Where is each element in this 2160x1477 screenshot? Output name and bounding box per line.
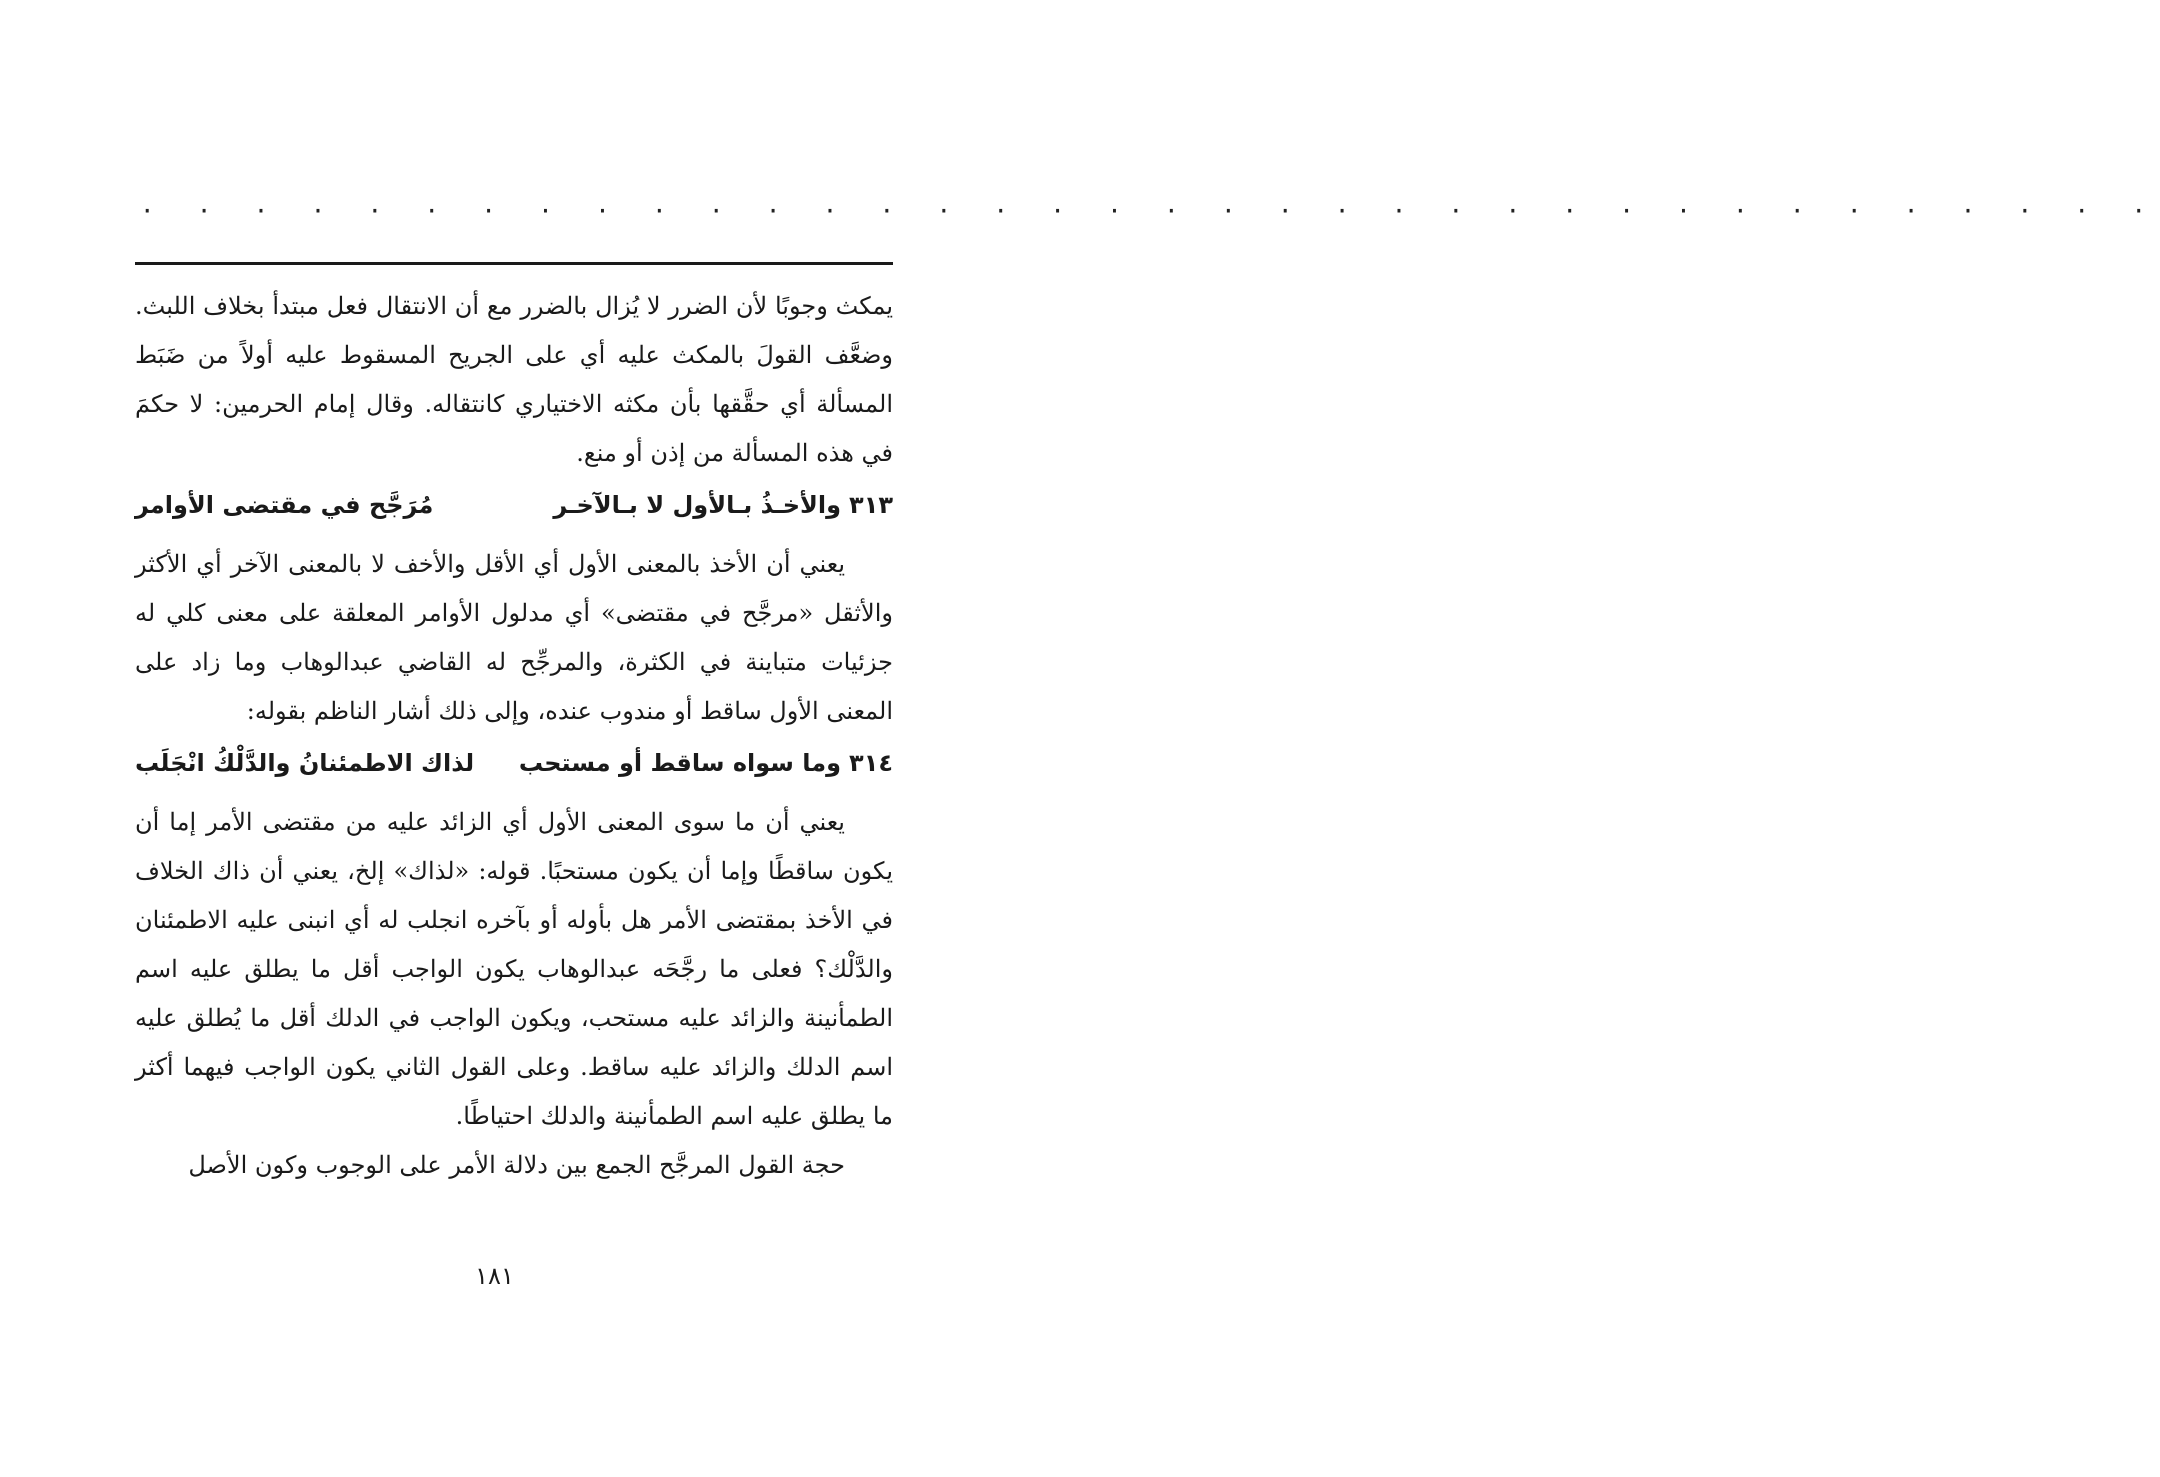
paragraph-continuation: يمكث وجوبًا لأن الضرر لا يُزال بالضرر مع أن الانتقال فعل مبتدأ بخلاف اللبث. وضعَّف القولَ بالمكث عليه أي على الجريح المسقوط عليه أولاً من ضَبَط المسألة أي حقَّقها بأن مكثه الاختياري كانتقاله. وقال إمام الحرمين: لا حكمَ في هذه المسألة من إذن أو منع. [135,292,893,467]
page-body [135,282,893,1190]
paragraph-commentary-313: يعني أن الأخذ بالمعنى الأول أي الأقل والأخف لا بالمعنى الآخر أي الأكثر والأثقل «مرجَّح في مقتضى» أي مدلول الأوامر المعلقة على معنى كلي له جزئيات متباينة في الكثرة، والمرجِّح له القاضي عبدالوهاب وما زاد على المعنى الأول ساقط أو مندوب عنده، وإلى ذلك أشار الناظم بقوله: [135,550,893,725]
verse-number: ٣١٤ [849,749,893,777]
verse-first-hemistich: وما سواه ساقط أو مستحب [518,749,842,777]
verse-313 [135,482,893,528]
verse-second-hemistich: لذاك الاطمئنانُ والدَّلْكُ انْجَلَب [134,749,475,777]
paragraph-argument: حجة القول المرجَّح الجمع بين دلالة الأمر على الوجوب وكون الأصل [188,1151,845,1179]
header-rule [135,262,893,265]
paragraph-commentary-314: يعني أن ما سوى المعنى الأول أي الزائد عليه من مقتضى الأمر إما أن يكون ساقطًا وإما أن يكون مستحبًا. قوله: «لذاك» إلخ، يعني أن ذاك الخلاف في الأخذ بمقتضى الأمر هل بأوله أو بآخره انجلب له أي انبنى عليه الاطمئنان والدَّلْك؟ فعلى ما رجَّحَه عبدالوهاب يكون الواجب أقل ما يطلق عليه اسم الطمأنينة والزائد عليه مستحب، ويكون الواجب في الدلك أقل ما يُطلق عليه اسم الدلك والزائد عليه ساقط. وعلى القول الثاني يكون الواجب فيهما أكثر ما يطلق عليه اسم الطمأنينة والدلك احتياطًا. [135,808,893,1130]
header-dotted-line: · · · · · · · · · · · · · · · · · · · · · · · · · · · · · · · · · · · · [140,197,2160,225]
verse-314 [135,740,893,786]
verse-first-hemistich: والأخـذُ بـالأول لا بـالآخـر [553,491,842,519]
page-number: ١٨١ [475,1262,514,1290]
verse-second-hemistich: مُرَجَّح في مقتضى الأوامر [134,491,434,519]
verse-number: ٣١٣ [849,491,893,519]
